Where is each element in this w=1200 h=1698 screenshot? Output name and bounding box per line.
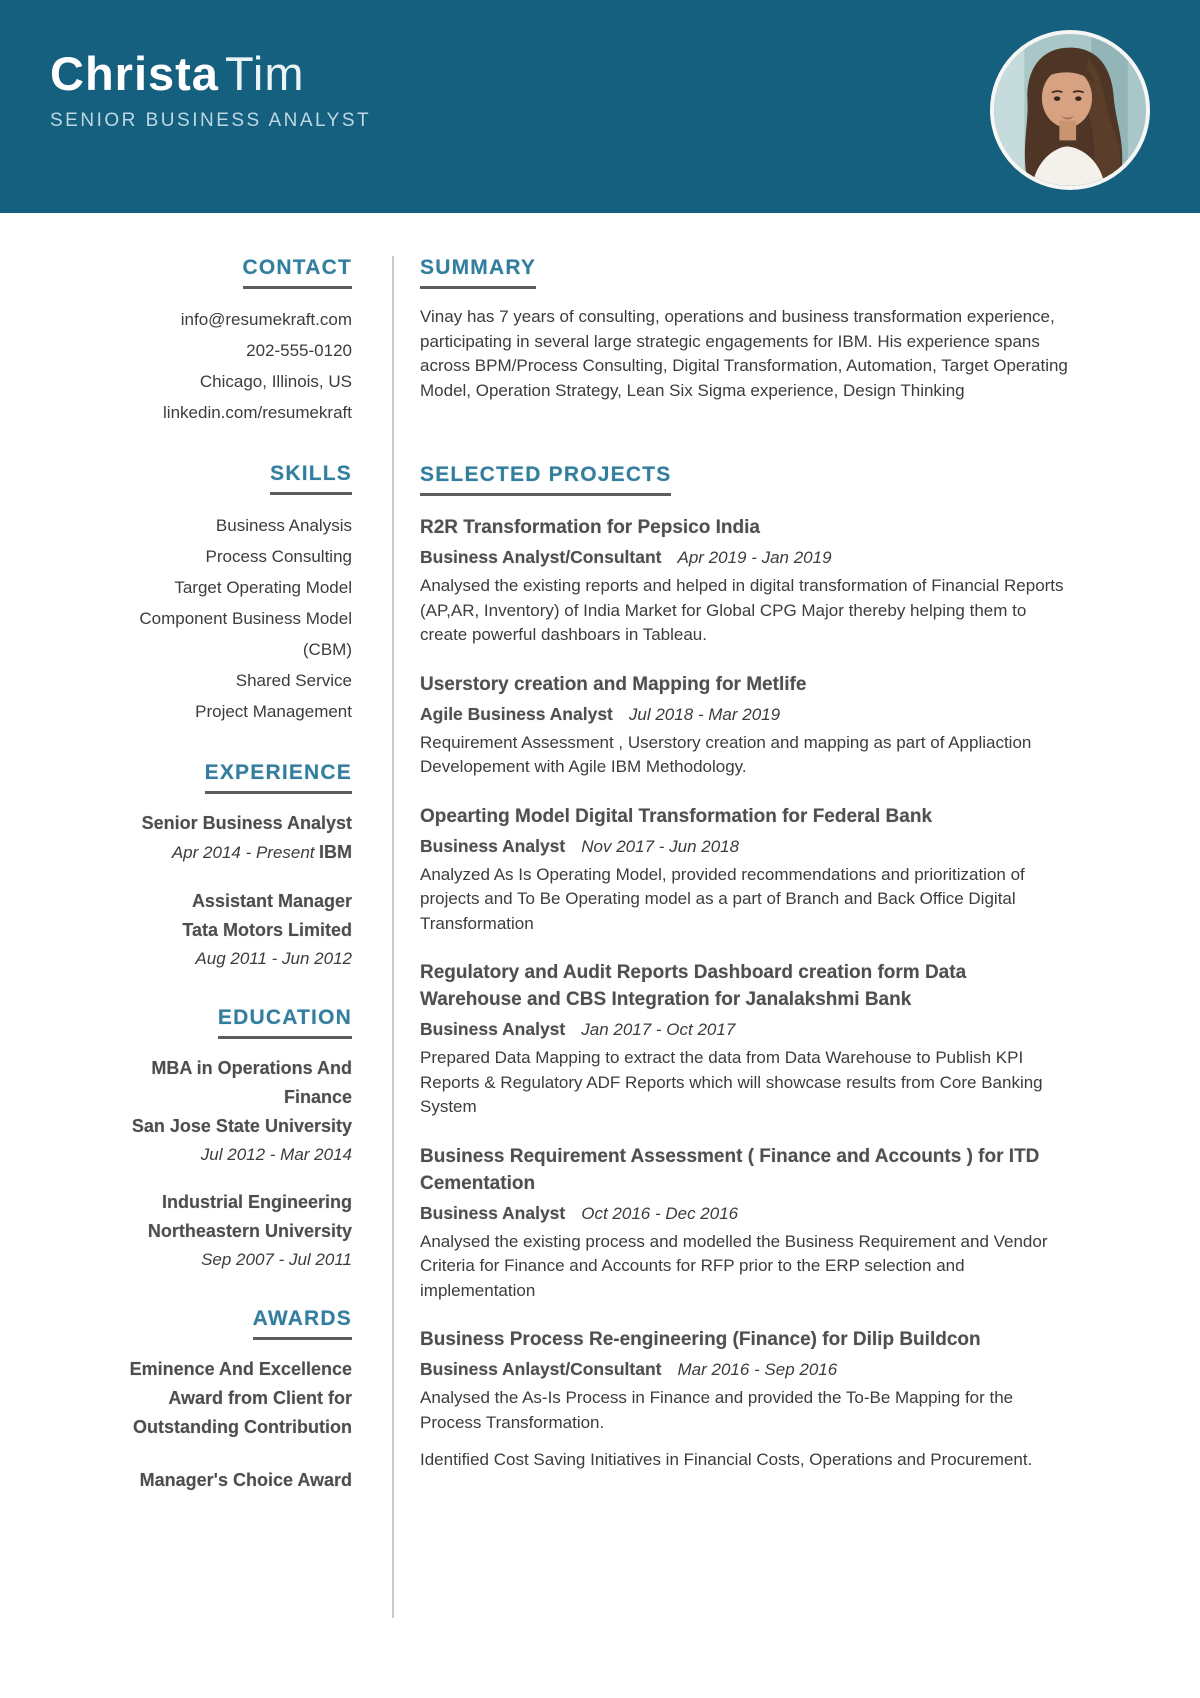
education-school: San Jose State University: [131, 1116, 352, 1136]
project-title: Regulatory and Audit Reports Dashboard creation form Data Warehouse and CBS Integration for Janalakshmi Bank: [420, 962, 967, 1010]
project-role: Business Analyst: [420, 1019, 566, 1039]
project-description: Requirement Assessment , Userstory creation and mapping as part of Appliaction Developement with Agile IBM Methodology.: [420, 732, 1032, 776]
education-degree: MBA in Operations And Finance: [151, 1058, 352, 1107]
project-meta: [420, 1354, 1070, 1386]
education-school: Northeastern University: [147, 1221, 352, 1241]
project-meta: [420, 699, 1070, 731]
section-skills: [112, 462, 352, 727]
project-meta: [420, 1014, 1070, 1046]
section-awards: [112, 1307, 352, 1495]
last-name: Tim: [224, 47, 305, 100]
project-role: Agile Business Analyst: [420, 703, 613, 724]
section-selected-projects: [420, 463, 1070, 1473]
skills-heading: SKILLS: [270, 462, 352, 495]
skill-item: Business Analysis: [215, 516, 352, 535]
skill-item: Target Operating Model: [174, 578, 352, 597]
experience-company: Tata Motors Limited: [182, 920, 352, 940]
project-description: Analyzed As Is Operating Model, provided recommendations and prioritization of projects and To Be Operating model as a part of Branch and Back Office Digital Transformation: [420, 864, 1025, 933]
first-name: Christa: [50, 47, 219, 100]
summary-heading: SUMMARY: [420, 256, 536, 289]
experience-dates: Aug 2011 - Jun 2012: [195, 949, 352, 968]
contact-heading: CONTACT: [243, 256, 353, 289]
education-degree: Industrial Engineering: [161, 1192, 352, 1212]
section-contact: [112, 256, 352, 428]
project-title: Business Requirement Assessment ( Finance and Accounts ) for ITD Cementation: [420, 1145, 1040, 1194]
sidebar: [112, 256, 352, 1529]
content-area: [0, 213, 1200, 1618]
project-role: Business Analyst: [420, 1202, 566, 1223]
project-meta: [420, 542, 1070, 574]
experience-entry: [112, 809, 352, 867]
project-dates: Jul 2018 - Mar 2019: [628, 704, 781, 724]
experience-company: IBM: [319, 842, 352, 862]
candidate-name: [50, 48, 371, 100]
education-entry: [112, 1054, 352, 1168]
project-description-secondary: Identified Cost Saving Initiatives in Financial Costs, Operations and Procurement.: [420, 1450, 1033, 1469]
projects-heading: SELECTED PROJECTS: [420, 463, 671, 496]
project-title: Opearting Model Digital Transformation for Federal Bank: [420, 805, 933, 827]
award-item: Eminence And Excellence Award from Client for Outstanding Contribution: [129, 1359, 352, 1437]
project-title: R2R Transformation for Pepsico India: [420, 517, 760, 538]
skill-item: Process Consulting: [205, 547, 352, 566]
experience-role: Assistant Manager: [191, 891, 352, 911]
summary-text: Vinay has 7 years of consulting, operations and business transformation experience, participating in several large strategic engagements for IBM. His experience spans across BPM/Process Consulting, Digital Transformation, Automation, Target Operating Model, Operation Strategy, Lean Six Sigma experience, Design Thinking: [420, 307, 1068, 400]
project-role: Business Anlayst/Consultant: [420, 1359, 662, 1379]
project-entry: [420, 514, 1070, 648]
experience-role: Senior Business Analyst: [141, 813, 352, 833]
project-description: Analysed the existing process and modelled the Business Requirement and Vendor Criteria for Finance and Accounts for RFP prior to the ERP selection and implementation: [420, 1231, 1048, 1300]
project-meta: [420, 831, 1070, 863]
section-education: [112, 1006, 352, 1273]
project-description: Prepared Data Mapping to extract the data from Data Warehouse to Publish KPI Reports & Regulatory ADF Reports which will showcase results from Core Banking System: [420, 1048, 1043, 1116]
profile-photo: [990, 30, 1150, 190]
awards-heading: AWARDS: [253, 1307, 352, 1340]
section-summary: [420, 256, 1070, 403]
contact-item-email: info@resumekraft.com: [180, 310, 352, 329]
project-entry: [420, 1326, 1070, 1473]
main-column: [420, 256, 1070, 1496]
job-title: SENIOR BUSINESS ANALYST: [50, 109, 372, 131]
contact-item-phone: 202-555-0120: [246, 341, 352, 360]
experience-heading: EXPERIENCE: [205, 761, 352, 794]
column-divider: [392, 256, 394, 1618]
education-entry: [112, 1188, 352, 1273]
contact-item-location: Chicago, Illinois, US: [199, 372, 352, 391]
project-dates: Jan 2017 - Oct 2017: [581, 1020, 736, 1039]
name-block: [50, 48, 371, 132]
skill-item: Component Business Model (CBM): [139, 609, 352, 659]
project-dates: Apr 2019 - Jan 2019: [677, 548, 832, 567]
project-dates: Oct 2016 - Dec 2016: [581, 1203, 739, 1223]
project-entry: [420, 803, 1070, 937]
experience-dates-company: [112, 838, 352, 867]
award-item: Manager's Choice Award: [139, 1470, 352, 1490]
experience-dates: Apr 2014 - Present: [171, 843, 315, 862]
skill-item: Shared Service: [235, 671, 352, 690]
project-role: Business Analyst/Consultant: [420, 547, 662, 567]
project-title: Business Process Re-engineering (Finance) for Dilip Buildcon: [420, 1329, 981, 1350]
education-heading: EDUCATION: [218, 1006, 352, 1039]
header-banner: [0, 0, 1200, 213]
project-entry: [420, 671, 1070, 780]
profile-photo-illustration: [994, 34, 1146, 186]
section-experience: [112, 761, 352, 972]
project-entry: [420, 959, 1070, 1120]
project-description: Analysed the As-Is Process in Finance and provided the To-Be Mapping for the Process Transformation.: [420, 1388, 1014, 1432]
project-meta: [420, 1198, 1070, 1230]
project-role: Business Analyst: [420, 835, 566, 856]
education-dates: Jul 2012 - Mar 2014: [200, 1145, 352, 1164]
project-dates: Mar 2016 - Sep 2016: [677, 1360, 838, 1379]
contact-item-linkedin: linkedin.com/resumekraft: [163, 403, 352, 422]
experience-entry: [112, 887, 352, 972]
project-entry: [420, 1143, 1070, 1304]
project-description: Analysed the existing reports and helped in digital transformation of Financial Reports (AP,AR, Inventory) of India Market for Global CPG Major thereby helping them to create powerful dashboars in Tableau.: [420, 576, 1064, 644]
education-dates: Sep 2007 - Jul 2011: [201, 1250, 352, 1269]
skill-item: Project Management: [195, 702, 352, 721]
project-dates: Nov 2017 - Jun 2018: [581, 836, 740, 856]
project-title: Userstory creation and Mapping for Metlife: [420, 673, 807, 695]
